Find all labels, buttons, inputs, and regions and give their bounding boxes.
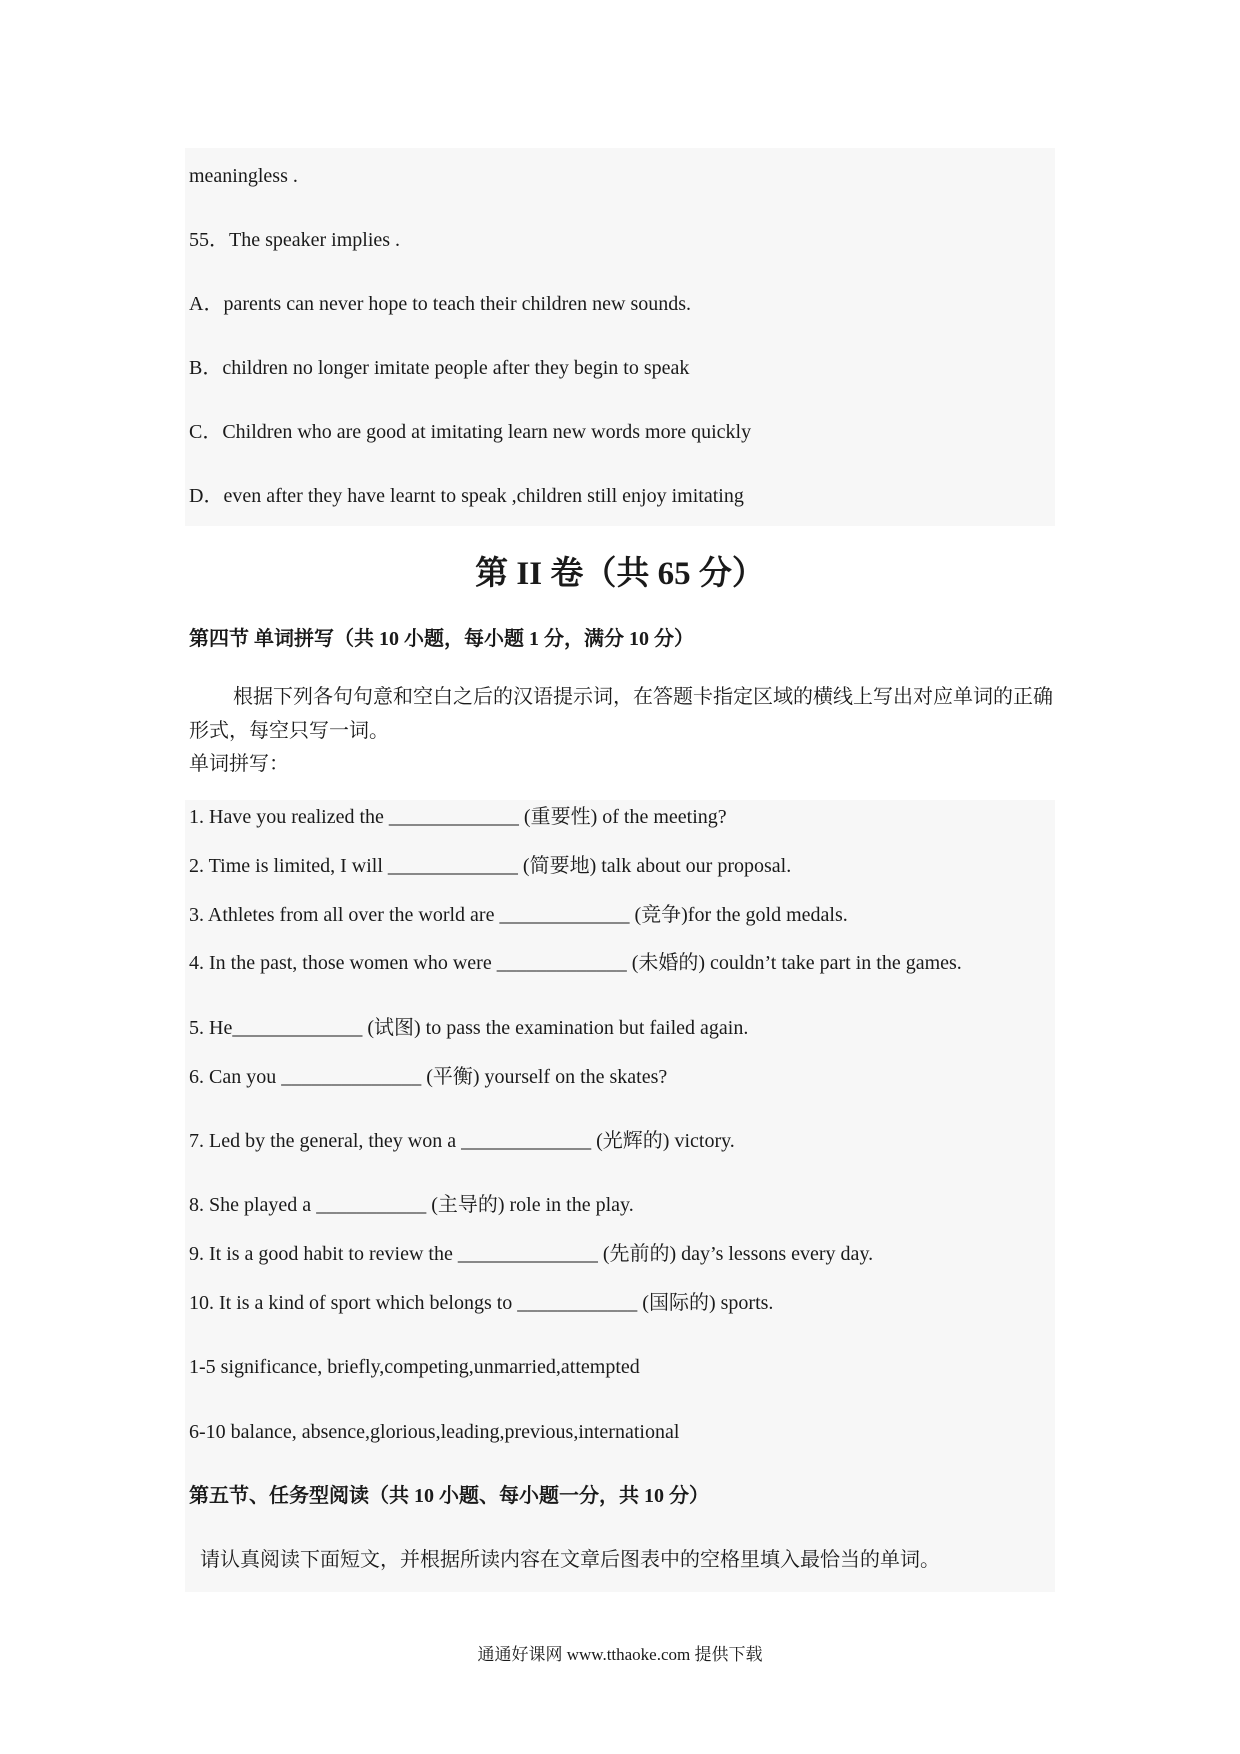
section4-sublabel: 单词拼写： xyxy=(189,753,289,775)
list-item: 9. It is a good habit to review the ______________ (先前的) day’s lessons every day. xyxy=(189,1243,874,1265)
answer-key: 6-10 balance, absence,glorious,leading,previous,international xyxy=(189,1421,680,1443)
section5-heading: 第五节、任务型阅读（共 10 小题、每小题一分，共 10 分） xyxy=(189,1485,709,1507)
section5-instruction: 请认真阅读下面短文，并根据所读内容在文章后图表中的空格里填入最恰当的单词。 xyxy=(200,1549,940,1571)
list-item: 1. Have you realized the _____________ (重要性) of the meeting? xyxy=(189,806,727,828)
list-item: 7. Led by the general, they won a _____________ (光辉的) victory. xyxy=(189,1130,735,1152)
shaded-block-top xyxy=(185,148,1055,526)
list-item: 3. Athletes from all over the world are _____________ (竞争)for the gold medals. xyxy=(189,904,848,926)
list-item: 10. It is a kind of sport which belongs to ____________ (国际的) sports. xyxy=(189,1292,774,1314)
option-b: B．children no longer imitate people after they begin to speak xyxy=(189,357,690,379)
option-c: C．Children who are good at imitating learn new words more quickly xyxy=(189,421,752,443)
list-item: 5. He_____________ (试图) to pass the examination but failed again. xyxy=(189,1017,749,1039)
list-item: 4. In the past, those women who were _____________ (未婚的) couldn’t take part in the games. xyxy=(189,952,962,974)
list-item: 8. She played a ___________ (主导的) role in the play. xyxy=(189,1194,634,1216)
answer-key: 1-5 significance, briefly,competing,unmarried,attempted xyxy=(189,1356,640,1378)
text-line: meaningless . xyxy=(189,165,298,187)
section4-heading: 第四节 单词拼写（共 10 小题，每小题 1 分，满分 10 分） xyxy=(189,628,694,650)
option-a: A．parents can never hope to teach their children new sounds. xyxy=(189,293,692,315)
list-item: 6. Can you ______________ (平衡) yourself on the skates? xyxy=(189,1066,668,1088)
option-d: D．even after they have learnt to speak ,children still enjoy imitating xyxy=(189,485,744,507)
list-item: 2. Time is limited, I will _____________ (简要地) talk about our proposal. xyxy=(189,855,792,877)
question-stem: 55．The speaker implies . xyxy=(189,229,401,251)
section4-instruction: 根据下列各句句意和空白之后的汉语提示词，在答题卡指定区域的横线上写出对应单词的正确形式，每空只写一词。 xyxy=(189,686,1053,742)
page-footer: 通通好课网 www.tthaoke.com 提供下载 xyxy=(477,1645,763,1664)
part-title: 第 II 卷（共 65 分） xyxy=(475,556,765,592)
